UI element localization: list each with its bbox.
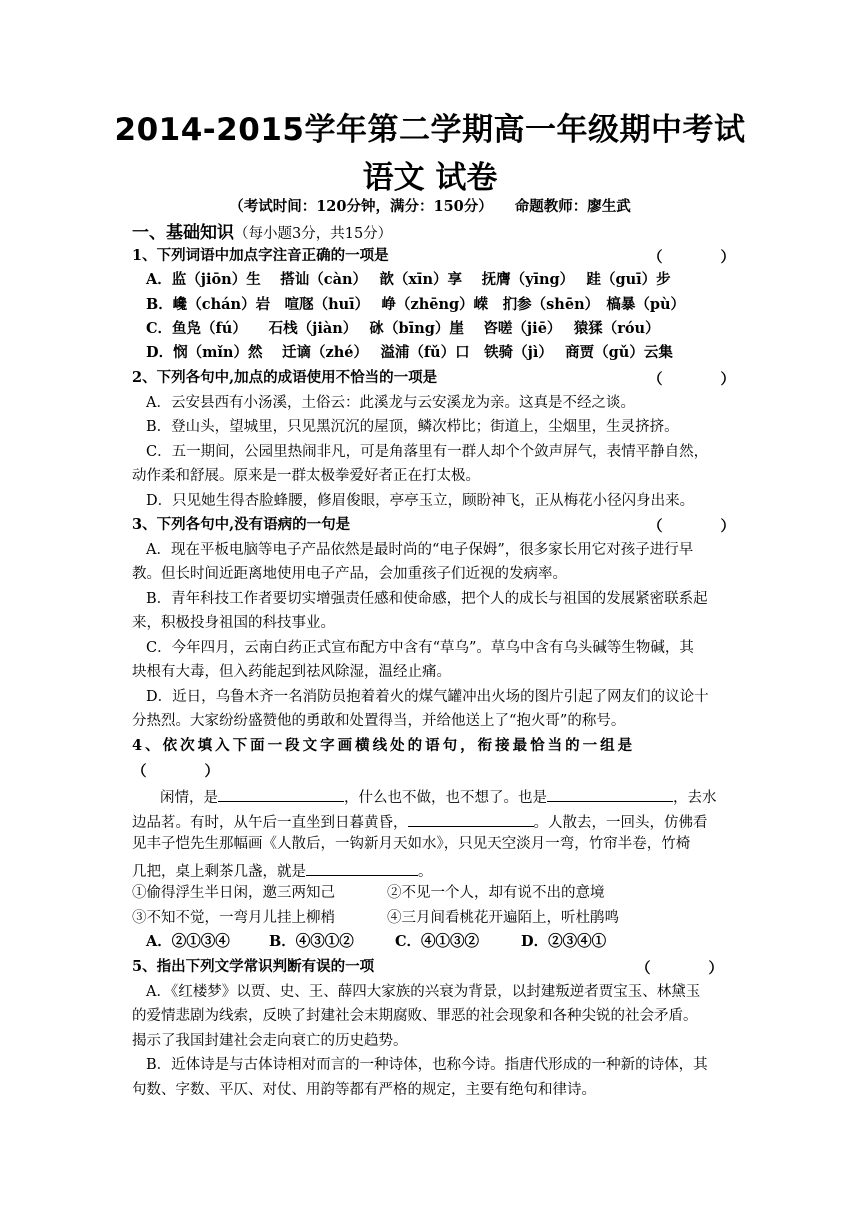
answer-paren-3: （ ）	[648, 518, 735, 535]
q1-option-b: B．巉（chán）岩 喧豗（huī） 峥（zhēng）嵘 扪参（shēn） 槁暴（pù）	[146, 296, 686, 313]
question-1-stem: 1、下列词语中加点字注音正确的一项是	[132, 247, 389, 264]
q5-option-a-line1: A．《红楼梦》以贾、史、王、薛四大家族的兴衰为背景，以封建叛逆者贾宝玉、林黛玉	[146, 984, 701, 1000]
q4-option-a: A．②①③④	[146, 933, 230, 950]
answer-paren-2: （ ）	[648, 371, 735, 388]
q4-text-2b: 。人散去，一回头，仿佛看	[533, 815, 708, 831]
question-5-stem: 5、指出下列文学常识判断有误的一项	[132, 958, 375, 975]
q2-option-d: D．只见她生得杏脸蜂腰，修眉俊眼，亭亭玉立，顾盼神飞，正从梅花小径闪身出来。	[146, 493, 695, 509]
q3-option-d-line1: D．近日，乌鲁木齐一名消防员抱着着火的煤气罐冲出火场的图片引起了网友们的议论十	[146, 689, 709, 705]
q3-option-a-line2: 教。但长时间近距离地使用电子产品，会加重孩子们近视的发病率。	[132, 566, 567, 582]
section-heading	[132, 218, 392, 243]
q4-passage-line2	[132, 810, 732, 833]
q4-text-4a: 几把，桌上剩茶几盏，就是	[132, 864, 306, 880]
fill-blank-4	[306, 859, 418, 876]
q4-choice-2: ②不见一个人，却有说不出的意境	[387, 885, 605, 901]
q4-text-1b: ，什么也不做，也不想了。也是	[344, 790, 547, 806]
exam-time-info: （考试时间：120分钟，满分：150分）	[229, 198, 493, 215]
answer-paren-1: （ ）	[648, 249, 735, 266]
q4-choice-row1	[132, 883, 732, 903]
q3-option-b-line2: 来，积极投身祖国的科技事业。	[132, 615, 335, 631]
q3-option-b-line1: B．青年科技工作者要切实增强责任感和使命感，把个人的成长与祖国的发展紧密联系起	[146, 591, 708, 607]
q3-option-c-line2: 块根有大毒，但入药能起到祛风除湿，温经止痛。	[132, 664, 451, 680]
q3-option-d-line2: 分热烈。大家纷纷盛赞他的勇敢和处置得当，并给他送上了“抱火哥”的称号。	[132, 713, 626, 729]
fill-blank-1	[218, 785, 344, 802]
q4-passage-line1	[160, 785, 760, 808]
q4-option-d: D．②③④①	[521, 933, 607, 950]
fill-blank-3	[408, 810, 534, 827]
q1-option-c: C．鱼凫（fú） 石栈（jiàn） 砯（bīng）崖 咨嗟（jiē） 猿猱（róu）	[146, 320, 660, 337]
q4-choice-row2	[132, 908, 732, 928]
q4-choice-4: ④三月间看桃花开遍陌上，听杜鹃鸣	[387, 910, 619, 926]
q4-text-1a: 闲情，是	[160, 790, 218, 806]
q4-answer-row	[146, 932, 746, 952]
q4-option-b: B．④③①②	[269, 933, 354, 950]
q4-option-c: C．④①③②	[395, 933, 480, 950]
fill-blank-2	[547, 785, 673, 802]
q2-option-c-line1: C．五一期间，公园里热闹非凡，可是角落里有一群人却个个敛声屏气，表情平静自然，	[146, 444, 709, 460]
q4-passage-line4	[132, 859, 732, 882]
q1-option-d: D．悯（mǐn）然 迁谪（zhé） 溢浦（fǔ）口 铁骑（jì） 商贾（gǔ）云集	[146, 344, 673, 361]
q3-option-a-line1: A．现在平板电脑等电子产品依然是最时尚的“电子保姆”，很多家长用它对孩子进行早	[146, 542, 694, 558]
exam-subtitle: 语文 试卷	[362, 160, 498, 196]
answer-paren-5: （ ）	[636, 960, 723, 977]
exam-title: 2014-2015学年第二学期高一年级期中考试	[114, 112, 746, 148]
exam-meta	[0, 195, 860, 216]
q5-option-a-line2: 的爱情悲剧为线索，反映了封建社会末期腐败、罪恶的社会现象和各种尖锐的社会矛盾。	[132, 1008, 698, 1024]
exam-teacher-info: 命题教师：廖生武	[514, 198, 631, 215]
question-2-stem: 2、下列各句中,加点的成语使用不恰当的一项是	[132, 369, 438, 386]
q5-option-b-line1: B．近体诗是与古体诗相对而言的一种诗体，也称今诗。指唐代形成的一种新的诗体，其	[146, 1057, 708, 1073]
q4-text-1c: ，去水	[673, 790, 717, 806]
section-title: 一、基础知识	[132, 223, 234, 243]
q4-text-2a: 边品茗。有时，从午后一直坐到日暮黄昏，	[132, 815, 408, 831]
section-note: （每小题3分，共15分）	[234, 226, 393, 242]
question-4-stem: 4、依次填入下面一段文字画横线处的语句，衔接最恰当的一组是	[132, 737, 636, 754]
q4-choice-1: ①偷得浮生半日闲，邀三两知己	[132, 885, 335, 901]
question-3-stem: 3、下列各句中,没有语病的一句是	[132, 516, 351, 533]
q2-option-b: B．登山头，望城里，只见黑沉沉的屋顶，鳞次栉比；街道上，尘烟里，生灵挤挤。	[146, 419, 679, 435]
q3-option-c-line1: C．今年四月，云南白药正式宣布配方中含有“草乌”。草乌中含有乌头碱等生物碱，其	[146, 640, 694, 656]
q2-option-a: A．云安县西有小汤溪，土俗云：此溪龙与云安溪龙为亲。这真是不经之谈。	[146, 395, 635, 411]
q4-choice-3: ③不知不觉，一弯月儿挂上柳梢	[132, 910, 335, 926]
q1-option-a: A．监（jiōn）生 搭讪（càn） 歆（xīn）享 抚膺（yīng） 跬（guī）步	[146, 271, 671, 288]
q4-passage-line3: 见丰子恺先生那幅画《人散后，一钩新月天如水》，只见天空淡月一弯，竹帘半卷，竹椅	[132, 836, 691, 852]
answer-paren-4: （ ）	[132, 763, 219, 780]
q5-option-a-line3: 揭示了我国封建社会走向衰亡的历史趋势。	[132, 1033, 408, 1049]
q2-option-c-line2: 动作柔和舒展。原来是一群太极拳爱好者正在打太极。	[132, 468, 480, 484]
q4-text-4b: 。	[418, 864, 433, 880]
q5-option-b-line2: 句数、字数、平仄、对仗、用韵等都有严格的规定，主要有绝句和律诗。	[132, 1082, 596, 1098]
